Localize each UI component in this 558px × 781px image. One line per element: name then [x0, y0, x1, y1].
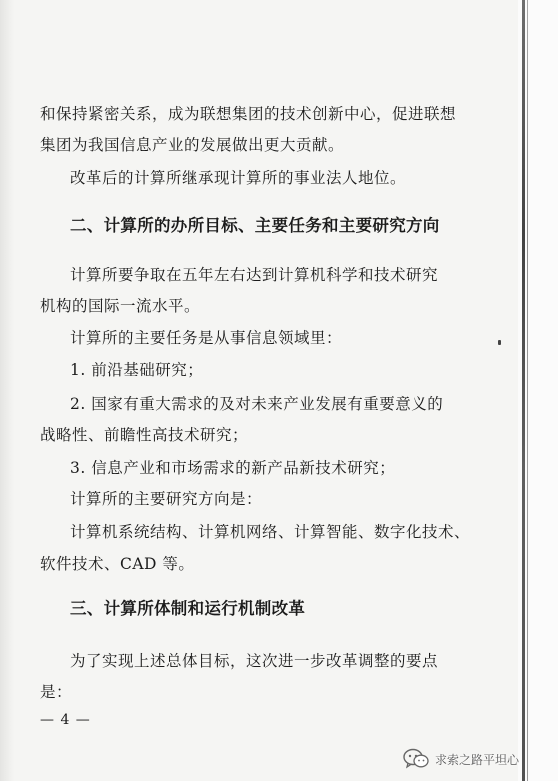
section-heading-2: 二、计算所的办所目标、主要任务和主要研究方向	[70, 216, 440, 235]
body-line: 为了实现上述总体目标，这次进一步改革调整的要点	[70, 652, 439, 670]
body-line: 计算所要争取在五年左右达到计算机科学和技术研究	[70, 266, 439, 284]
wechat-icon	[403, 748, 429, 770]
body-line: 和保持紧密关系，成为联想集团的技术创新中心，促进联想	[40, 105, 457, 123]
scan-speck	[498, 340, 501, 345]
watermark-text: 求索之路平坦心	[435, 752, 520, 767]
body-line: 机构的国际一流水平。	[40, 297, 201, 315]
list-item: 1. 前沿基础研究；	[70, 361, 204, 379]
body-line: 计算机系统结构、计算机网络、计算智能、数字化技术、	[70, 523, 471, 541]
binding-rule	[522, 0, 525, 781]
binding-rule-thin	[527, 0, 528, 781]
page-edge-shadow	[0, 0, 14, 781]
list-item: 2. 国家有重大需求的及对未来产业发展有重要意义的	[70, 395, 444, 413]
body-line: 软件技术、CAD 等。	[40, 555, 195, 573]
body-line: 是：	[40, 683, 73, 701]
page-number: — 4 —	[40, 712, 91, 728]
body-line: 改革后的计算所继承现计算所的事业法人地位。	[70, 169, 407, 187]
body-line: 集团为我国信息产业的发展做出更大贡献。	[40, 136, 345, 154]
list-item: 3. 信息产业和市场需求的新产品新技术研究；	[70, 459, 396, 477]
body-line: 战略性、前瞻性高技术研究；	[40, 426, 249, 444]
section-heading-3: 三、计算所体制和运行机制改革	[70, 599, 306, 618]
watermark	[403, 748, 519, 770]
body-line: 计算所的主要任务是从事信息领域里：	[70, 329, 343, 347]
body-line: 计算所的主要研究方向是：	[70, 490, 263, 508]
